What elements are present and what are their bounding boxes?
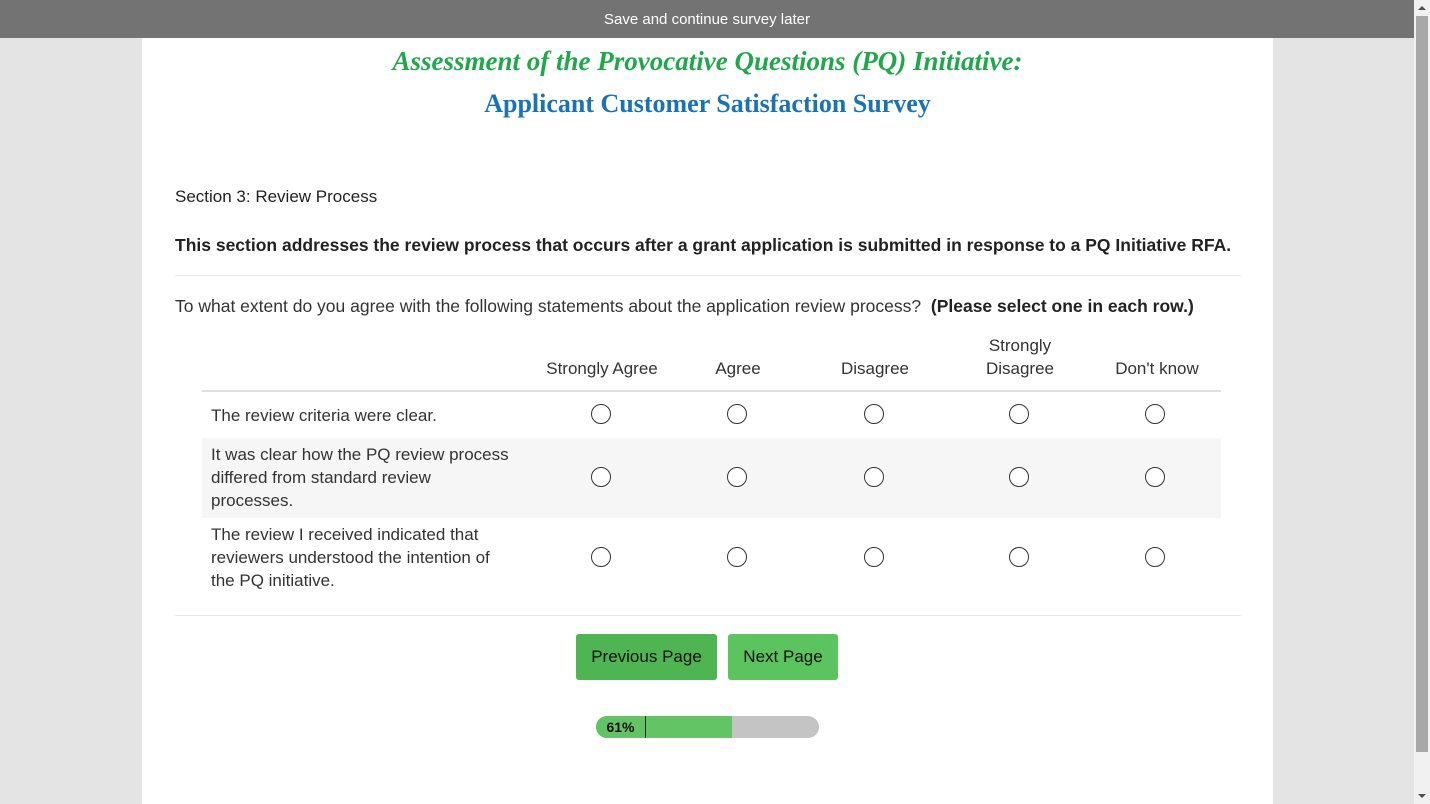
radio-strongly-disagree[interactable] [1009,547,1029,567]
scroll-down-icon[interactable] [1414,788,1430,804]
radio-strongly-agree[interactable] [591,547,611,567]
next-page-button[interactable]: Next Page [728,634,838,680]
radio-disagree[interactable] [864,467,884,487]
progress-label: 61% [596,716,646,738]
matrix-row-reviewers-understood [202,518,1221,598]
scroll-up-icon[interactable] [1414,0,1430,16]
radio-agree[interactable] [727,467,747,487]
radio-dont-know[interactable] [1145,547,1165,567]
row-label: The review criteria were clear. [211,406,437,425]
section-description: This section addresses the review process that occurs after a grant application is submitted in response to a PQ Initiative RFA. [175,235,1232,255]
radio-strongly-agree[interactable] [591,467,611,487]
progress-bar [596,716,819,738]
section-title: Section 3: Review Process [175,187,378,206]
column-header-strongly-disagree: Strongly Disagree [985,336,1055,378]
vertical-scrollbar[interactable] [1414,0,1430,804]
column-header-disagree: Disagree [840,359,910,378]
radio-strongly-disagree[interactable] [1009,467,1029,487]
matrix-header [202,334,1221,392]
row-label: The review I received indicated that reviewers understood the intention of the PQ initiative. [211,525,490,590]
radio-agree[interactable] [727,547,747,567]
matrix-row-process-differed [202,438,1221,518]
radio-disagree[interactable] [864,547,884,567]
previous-page-button[interactable]: Previous Page [576,634,717,680]
question-prompt: To what extent do you agree with the following statements about the application review process? [175,296,922,316]
likert-matrix [202,334,1221,598]
survey-title: Assessment of the Provocative Questions (PQ) Initiative: [392,46,1023,76]
column-header-dont-know: Don't know [1115,359,1199,378]
question-text [175,296,1194,317]
radio-dont-know[interactable] [1145,404,1165,424]
radio-disagree[interactable] [864,404,884,424]
survey-page [142,38,1273,804]
save-continue-later-link[interactable]: Save and continue survey later [0,0,1414,38]
radio-strongly-agree[interactable] [591,404,611,424]
scroll-thumb[interactable] [1416,16,1428,752]
column-header-strongly-agree: Strongly Agree [546,359,658,378]
radio-agree[interactable] [727,404,747,424]
column-header-agree: Agree [715,359,761,378]
row-label: It was clear how the PQ review process differed from standard review processes. [211,445,509,510]
radio-strongly-disagree[interactable] [1009,404,1029,424]
radio-dont-know[interactable] [1145,467,1165,487]
survey-subtitle: Applicant Customer Satisfaction Survey [484,89,931,118]
divider [175,275,1241,276]
matrix-row-criteria-clear [202,392,1221,438]
question-instruction: (Please select one in each row.) [930,296,1194,316]
divider [175,615,1241,616]
